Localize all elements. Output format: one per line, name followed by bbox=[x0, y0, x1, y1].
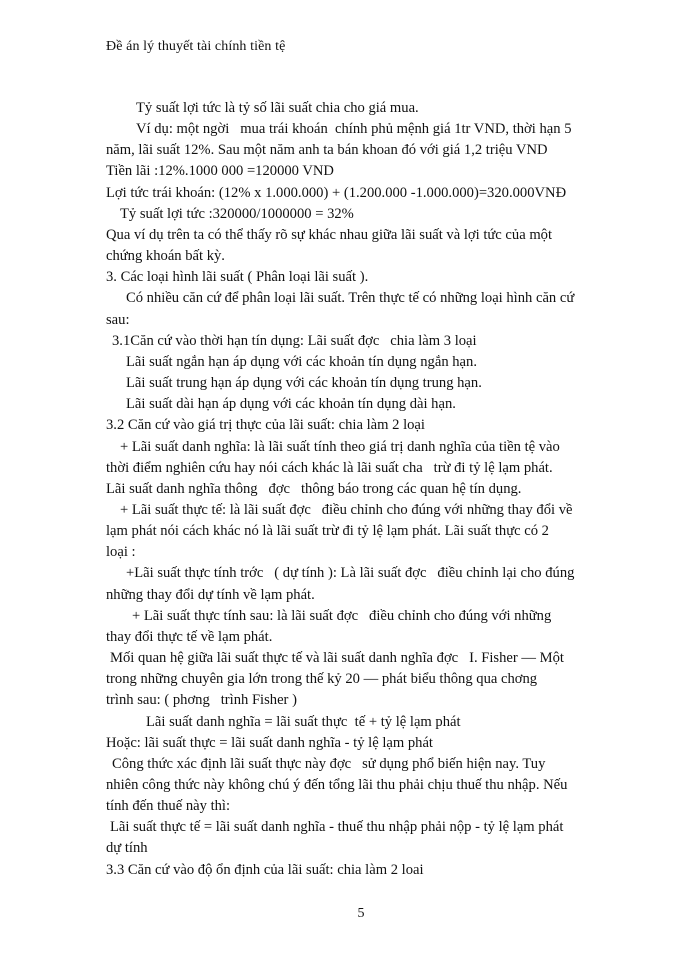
text-line: Lãi suất danh nghĩa thông đợc thông báo trong các quan hệ tín dụng. bbox=[106, 480, 522, 497]
text-line: chứng khoán bất kỳ. bbox=[106, 248, 225, 265]
text-line: Hoặc: lãi suất thực = lãi suất danh nghĩa - tỷ lệ lạm phát bbox=[106, 734, 433, 751]
text-line: thay đổi thực tế về lạm phát. bbox=[106, 628, 273, 645]
page-number: 5 bbox=[357, 906, 365, 921]
text-line: những thay đổi dự tính về lạm phát. bbox=[106, 586, 315, 603]
text-line: Qua ví dụ trên ta có thể thấy rõ sự khác nhau giữa lãi suất và lợi tức của một bbox=[106, 226, 553, 243]
text-line: Lãi suất thực tế = lãi suất danh nghĩa - thuế thu nhập phải nộp - tỷ lệ lạm phát bbox=[110, 819, 564, 836]
text-line: Lãi suất ngắn hạn áp dụng với các khoản tín dụng ngắn hạn. bbox=[126, 353, 477, 370]
text-line: loại : bbox=[106, 544, 136, 561]
text-line: trình sau: ( phơng trình Fisher ) bbox=[106, 692, 297, 709]
text-line: Lợi tức trái khoán: (12% x 1.000.000) + (1.200.000 -1.000.000)=320.000VNĐ bbox=[106, 184, 567, 201]
text-line: trong những chuyên gia lớn trong thế kỷ 20 — phát biểu thông qua chơng bbox=[106, 671, 538, 688]
text-line: + Lãi suất thực tế: là lãi suất đợc điều chỉnh cho đúng với những thay đổi về bbox=[120, 501, 573, 518]
text-line: + Lãi suất thực tính sau: là lãi suất đợc điều chỉnh cho đúng với những bbox=[132, 607, 552, 624]
text-line: Tỷ suất lợi tức :320000/1000000 = 32% bbox=[120, 205, 354, 222]
text-line: Tiền lãi :12%.1000 000 =120000 VND bbox=[106, 163, 334, 180]
text-line: dự tính bbox=[106, 840, 148, 857]
text-line: lạm phát nói cách khác nó là lãi suất trừ đi tỷ lệ lạm phát. Lãi suất thực có 2 bbox=[106, 523, 549, 540]
text-line: Tỷ suất lợi tức là tỷ số lãi suất chia cho giá mua. bbox=[136, 100, 419, 116]
text-line: sau: bbox=[106, 311, 130, 328]
text-line: Lãi suất danh nghĩa = lãi suất thực tế + tỷ lệ lạm phát bbox=[146, 713, 461, 730]
text-line: tính đến thuế này thì: bbox=[106, 798, 231, 815]
text-line: Lãi suất trung hạn áp dụng với các khoản tín dụng trung hạn. bbox=[126, 375, 482, 392]
text-line: Lãi suất dài hạn áp dụng với các khoản tín dụng dài hạn. bbox=[126, 396, 456, 413]
text-line: Có nhiều căn cứ để phân loại lãi suất. Trên thực tế có những loại hình căn cứ bbox=[126, 290, 575, 307]
page-header: Đề án lý thuyết tài chính tiền tệ bbox=[106, 39, 286, 54]
text-line: nhiên công thức này không chú ý đến tổng lãi thu phải chịu thuế thu nhập. Nếu bbox=[106, 777, 568, 793]
text-line: +Lãi suất thực tính trớc ( dự tính ): Là lãi suất đợc điều chỉnh lại cho đúng bbox=[126, 565, 575, 582]
text-line: 3.3 Căn cứ vào độ ổn định của lãi suất: chia làm 2 loai bbox=[106, 861, 424, 878]
text-line: năm, lãi suất 12%. Sau một năm anh ta bán khoan đó với giá 1,2 triệu VND bbox=[106, 142, 548, 159]
text-line: 3. Các loại hình lãi suất ( Phân loại lãi suất ). bbox=[106, 269, 369, 286]
text-line: Công thức xác định lãi suất thực này đợc sử dụng phổ biến hiện nay. Tuy bbox=[112, 755, 546, 772]
text-line: thời điểm nghiên cứu hay nói cách khác là lãi suất cha trừ đi tỷ lệ lạm phát. bbox=[106, 459, 553, 476]
text-line: 3.2 Căn cứ vào giá trị thực của lãi suất: chia làm 2 loại bbox=[106, 417, 425, 434]
body-text bbox=[106, 98, 638, 881]
text-line: Mối quan hệ giữa lãi suất thực tế và lãi suất danh nghĩa đợc I. Fisher — Một bbox=[110, 650, 564, 667]
text-line: Ví dụ: một ngời mua trái khoán chính phủ mệnh giá 1tr VND, thời hạn 5 bbox=[136, 121, 572, 138]
text-line: 3.1Căn cứ vào thời hạn tín dụng: Lãi suất đợc chia làm 3 loại bbox=[112, 332, 477, 349]
text-line: + Lãi suất danh nghĩa: là lãi suất tính theo giá trị danh nghĩa của tiền tệ vào bbox=[120, 438, 560, 455]
